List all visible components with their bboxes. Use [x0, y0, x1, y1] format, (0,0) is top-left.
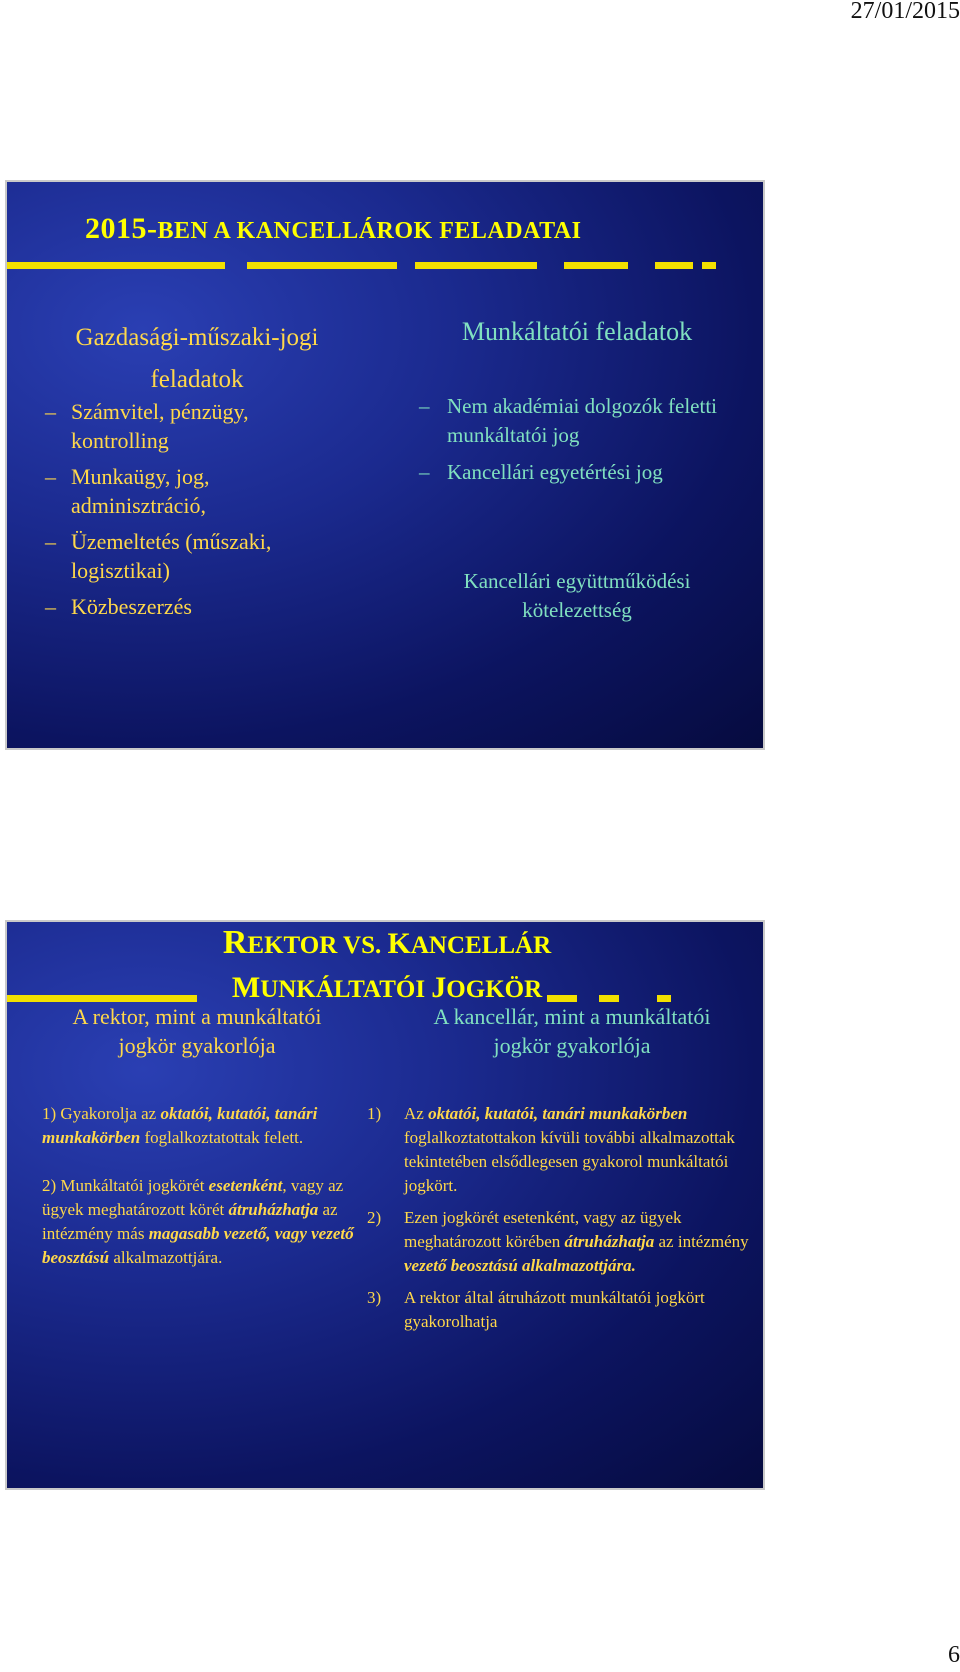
text-run-emphasis: esetenként	[208, 1176, 283, 1195]
text-run-emphasis: magasabb vezető, vagy vezető beosztású	[42, 1224, 354, 1267]
economic-tasks-heading	[47, 317, 347, 401]
title-initial: J	[431, 971, 447, 1004]
title-text: ANCELLÁR	[410, 932, 552, 959]
text-run: Az	[404, 1104, 429, 1123]
employer-tasks-list	[419, 392, 739, 495]
economic-tasks-heading-line2: feladatok	[150, 366, 244, 393]
text-run-emphasis: oktatói, kutatói, tanári munkakörben	[428, 1104, 688, 1123]
economic-tasks-heading-line1: Gazdasági-műszaki-jogi	[75, 324, 319, 351]
title-underline-bar	[702, 262, 716, 269]
rector-column-heading	[37, 1002, 357, 1060]
rector-power-1	[42, 1102, 372, 1150]
rector-heading-line1: A rektor, mint a munkáltatói	[72, 1004, 322, 1029]
chancellor-heading-line2: jogkör gyakorlója	[493, 1033, 651, 1058]
title-underline-bar	[7, 262, 225, 269]
dash-bullet: –	[45, 594, 56, 619]
dash-bullet: –	[45, 464, 56, 489]
title-initial: K	[387, 927, 411, 960]
text-run: foglalkoztatottakon kívüli további alkalmazottak tekintetében elsődlegesen gyakorol munkáltatói jogkört.	[404, 1128, 735, 1195]
title-underline-bar	[415, 262, 537, 269]
economic-tasks-list	[45, 397, 345, 628]
text-run: 1) Gyakorolja az	[42, 1104, 161, 1123]
list-item-text: Munkaügy, jog, adminisztráció,	[71, 464, 210, 518]
text-run: A rektor által átruházott munkáltatói jogkört gyakorolhatja	[404, 1288, 705, 1331]
list-item	[45, 527, 345, 585]
dash-bullet: –	[45, 529, 56, 554]
text-run: , vagy az ügyek meghatározott körét	[42, 1176, 344, 1219]
text-run-emphasis: oktatói, kutatói, tanári munkakörben	[42, 1104, 318, 1147]
title-underline-bar	[657, 995, 671, 1002]
item-number: 2)	[367, 1208, 382, 1227]
title-underline-bar	[564, 262, 628, 269]
list-item-text: Nem akadémiai dolgozók feletti munkáltatói jog	[447, 394, 717, 447]
list-item	[45, 462, 345, 520]
slide2-title-line1	[7, 922, 765, 967]
rector-powers	[42, 1102, 372, 1294]
text-run: 2) Munkáltatói jogkörét	[42, 1176, 209, 1195]
list-item	[419, 458, 739, 487]
title-initial: M	[231, 971, 261, 1004]
title-underline-bar	[655, 262, 693, 269]
chancellor-power-1	[367, 1102, 762, 1198]
list-item-text: Üzemeltetés (műszaki, logisztikai)	[71, 529, 272, 583]
text-run: Ezen jogkörét esetenként, vagy az ügyek meghatározott körében	[404, 1208, 682, 1251]
chancellor-power-2	[367, 1206, 762, 1278]
title-text: OGKÖR	[446, 976, 543, 1003]
chancellor-power-3	[367, 1286, 762, 1334]
list-item	[45, 592, 345, 621]
chancellor-column-heading	[382, 1002, 762, 1060]
page-number: 6	[948, 1642, 960, 1668]
title-underline-bar	[547, 995, 577, 1002]
chancellor-powers	[367, 1102, 762, 1342]
list-item	[45, 397, 345, 455]
rector-power-2	[42, 1174, 372, 1270]
text-run: alkalmazottjára.	[109, 1248, 223, 1267]
title-text: EKTOR VS.	[247, 932, 388, 959]
cooperation-obligation-line1: Kancellári együttműködési	[463, 569, 691, 593]
list-item-text: Kancellári egyetértési jog	[447, 460, 663, 484]
title-underline-bar	[7, 995, 197, 1002]
text-run: az intézmény	[654, 1232, 749, 1251]
list-item-text: Számvitel, pénzügy, kontrolling	[71, 399, 249, 453]
list-item	[419, 392, 739, 450]
text-run: az intézmény más	[42, 1200, 338, 1243]
title-underline-bar	[247, 262, 397, 269]
title-underline-bar	[599, 995, 619, 1002]
slide-kancellarok-feladatai	[5, 180, 765, 750]
dash-bullet: –	[419, 460, 430, 484]
slide-rektor-vs-kancellar	[5, 920, 765, 1490]
employer-tasks-heading: Munkáltatói feladatok	[461, 317, 693, 346]
list-item-text: Közbeszerzés	[71, 594, 192, 619]
text-run-emphasis: átruházhatja	[228, 1200, 319, 1219]
slide1-title-rest: BEN A KANCELLÁROK FELADATAI	[157, 218, 582, 244]
item-number: 1)	[367, 1104, 382, 1123]
title-text: UNKÁLTATÓI	[260, 976, 432, 1003]
page-date: 27/01/2015	[850, 0, 960, 24]
text-run-emphasis: vezető beosztású alkalmazottjára.	[404, 1256, 636, 1275]
cooperation-obligation	[427, 567, 727, 625]
chancellor-heading-line1: A kancellár, mint a munkáltatói	[433, 1004, 711, 1029]
text-run-emphasis: átruházhatja	[564, 1232, 655, 1251]
dash-bullet: –	[45, 399, 56, 424]
slide1-title	[85, 212, 582, 246]
dash-bullet: –	[419, 394, 430, 418]
item-number: 3)	[367, 1288, 382, 1307]
title-initial: R	[222, 924, 248, 961]
slide1-title-prefix: 2015-	[85, 212, 158, 245]
rector-heading-line2: jogkör gyakorlója	[118, 1033, 276, 1058]
cooperation-obligation-line2: kötelezettség	[522, 598, 632, 622]
text-run: foglalkoztatottak felett.	[140, 1128, 304, 1147]
